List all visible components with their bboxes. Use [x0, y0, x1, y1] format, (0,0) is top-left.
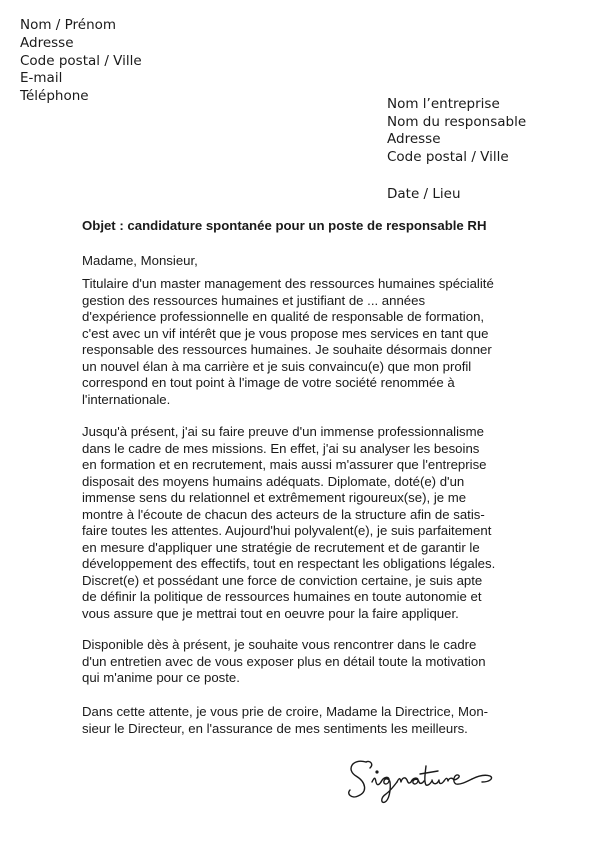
paragraph-line: Discret(e) et possédant une force de conviction certaine, je suis apte [82, 572, 483, 588]
paragraph-line: qui m'anime pour ce poste. [82, 670, 240, 685]
paragraph-line: montre à l'écoute de chacun des acteurs de la structure afin de satis- [82, 506, 485, 522]
paragraph-availability [82, 637, 512, 687]
paragraph-experience [82, 424, 512, 622]
recipient-manager: Nom du responsable [387, 113, 527, 130]
sender-name: Nom / Prénom [20, 17, 117, 33]
paragraph-intro [82, 276, 512, 408]
paragraph-line: un nouvel élan à ma carrière et je suis convaincu(e) que mon profil [82, 358, 472, 374]
paragraph-line: c'est avec un vif intérêt que je vous propose mes services en tant que [82, 325, 489, 341]
sender-address: Adresse [20, 34, 74, 51]
paragraph-line: d'un entretien avec de vous exposer plus en détail toute la motivation [82, 653, 486, 669]
paragraph-line: faire toutes les attentes. Aujourd'hui polyvalent(e), je suis parfaitement [82, 523, 492, 538]
paragraph-line: disposait des moyens humains adéquats. Diplomate, doté(e) d'un [82, 473, 465, 489]
paragraph-line: Jusqu'à présent, j'ai su faire preuve d'un immense professionnalisme [82, 424, 484, 439]
paragraph-line: l'internationale. [82, 391, 171, 407]
sender-email: E-mail [20, 70, 63, 87]
paragraph-line: Dans cette attente, je vous prie de croire, Madame la Directrice, Mon- [82, 704, 489, 719]
sender-postal-city: Code postal / Ville [20, 52, 142, 69]
letter-subject: Objet : candidature spontanée pour un poste de responsable RH [82, 218, 487, 233]
paragraph-line: développement des effectifs, tout en respectant les obligations légales. [82, 556, 496, 571]
sender-block [20, 17, 142, 106]
paragraph-line: de définir la politique de ressources humaines en toute autonomie et [82, 589, 482, 604]
recipient-address: Adresse [387, 131, 441, 147]
paragraph-line: vous assure que je mettrai tout en oeuvre pour la faire appliquer. [82, 605, 459, 621]
paragraph-line: gestion des ressources humaines et justifiant de ... années [82, 292, 426, 308]
paragraph-line: d'expérience professionnelle en qualité de responsable de formation, [82, 309, 485, 324]
paragraph-line: responsable des ressources humaines. Je souhaite désormais donner [82, 342, 492, 357]
paragraph-line: correspond en tout point à l'image de votre société renommée à [82, 375, 455, 390]
date-place: Date / Lieu [387, 186, 461, 202]
recipient-company: Nom l’entreprise [387, 96, 500, 112]
paragraph-line: en mesure d'appliquer une stratégie de recrutement et de garantir le [82, 539, 480, 555]
recipient-block [387, 96, 526, 166]
sender-phone: Téléphone [20, 88, 89, 105]
salutation: Madame, Monsieur, [82, 253, 198, 268]
paragraph-line: Titulaire d'un master management des ressources humaines spécialité [82, 276, 494, 291]
paragraph-line: immense sens du relationnel et extrêmement rigoureux(se), je me [82, 490, 467, 505]
paragraph-line: sieur le Directeur, en l'assurance de mes sentiments les meilleurs. [82, 720, 468, 736]
handwritten-signature [344, 752, 504, 810]
paragraph-line: en formation et en recrutement, mais aussi m'assurer que l'entreprise [82, 457, 487, 472]
paragraph-closing [82, 704, 512, 737]
paragraph-line: dans le cadre de mes missions. En effet, j'ai su analyser les besoins [82, 440, 480, 456]
paragraph-line: Disponible dès à présent, je souhaite vous rencontrer dans le cadre [82, 637, 477, 652]
recipient-postal-city: Code postal / Ville [387, 148, 509, 165]
